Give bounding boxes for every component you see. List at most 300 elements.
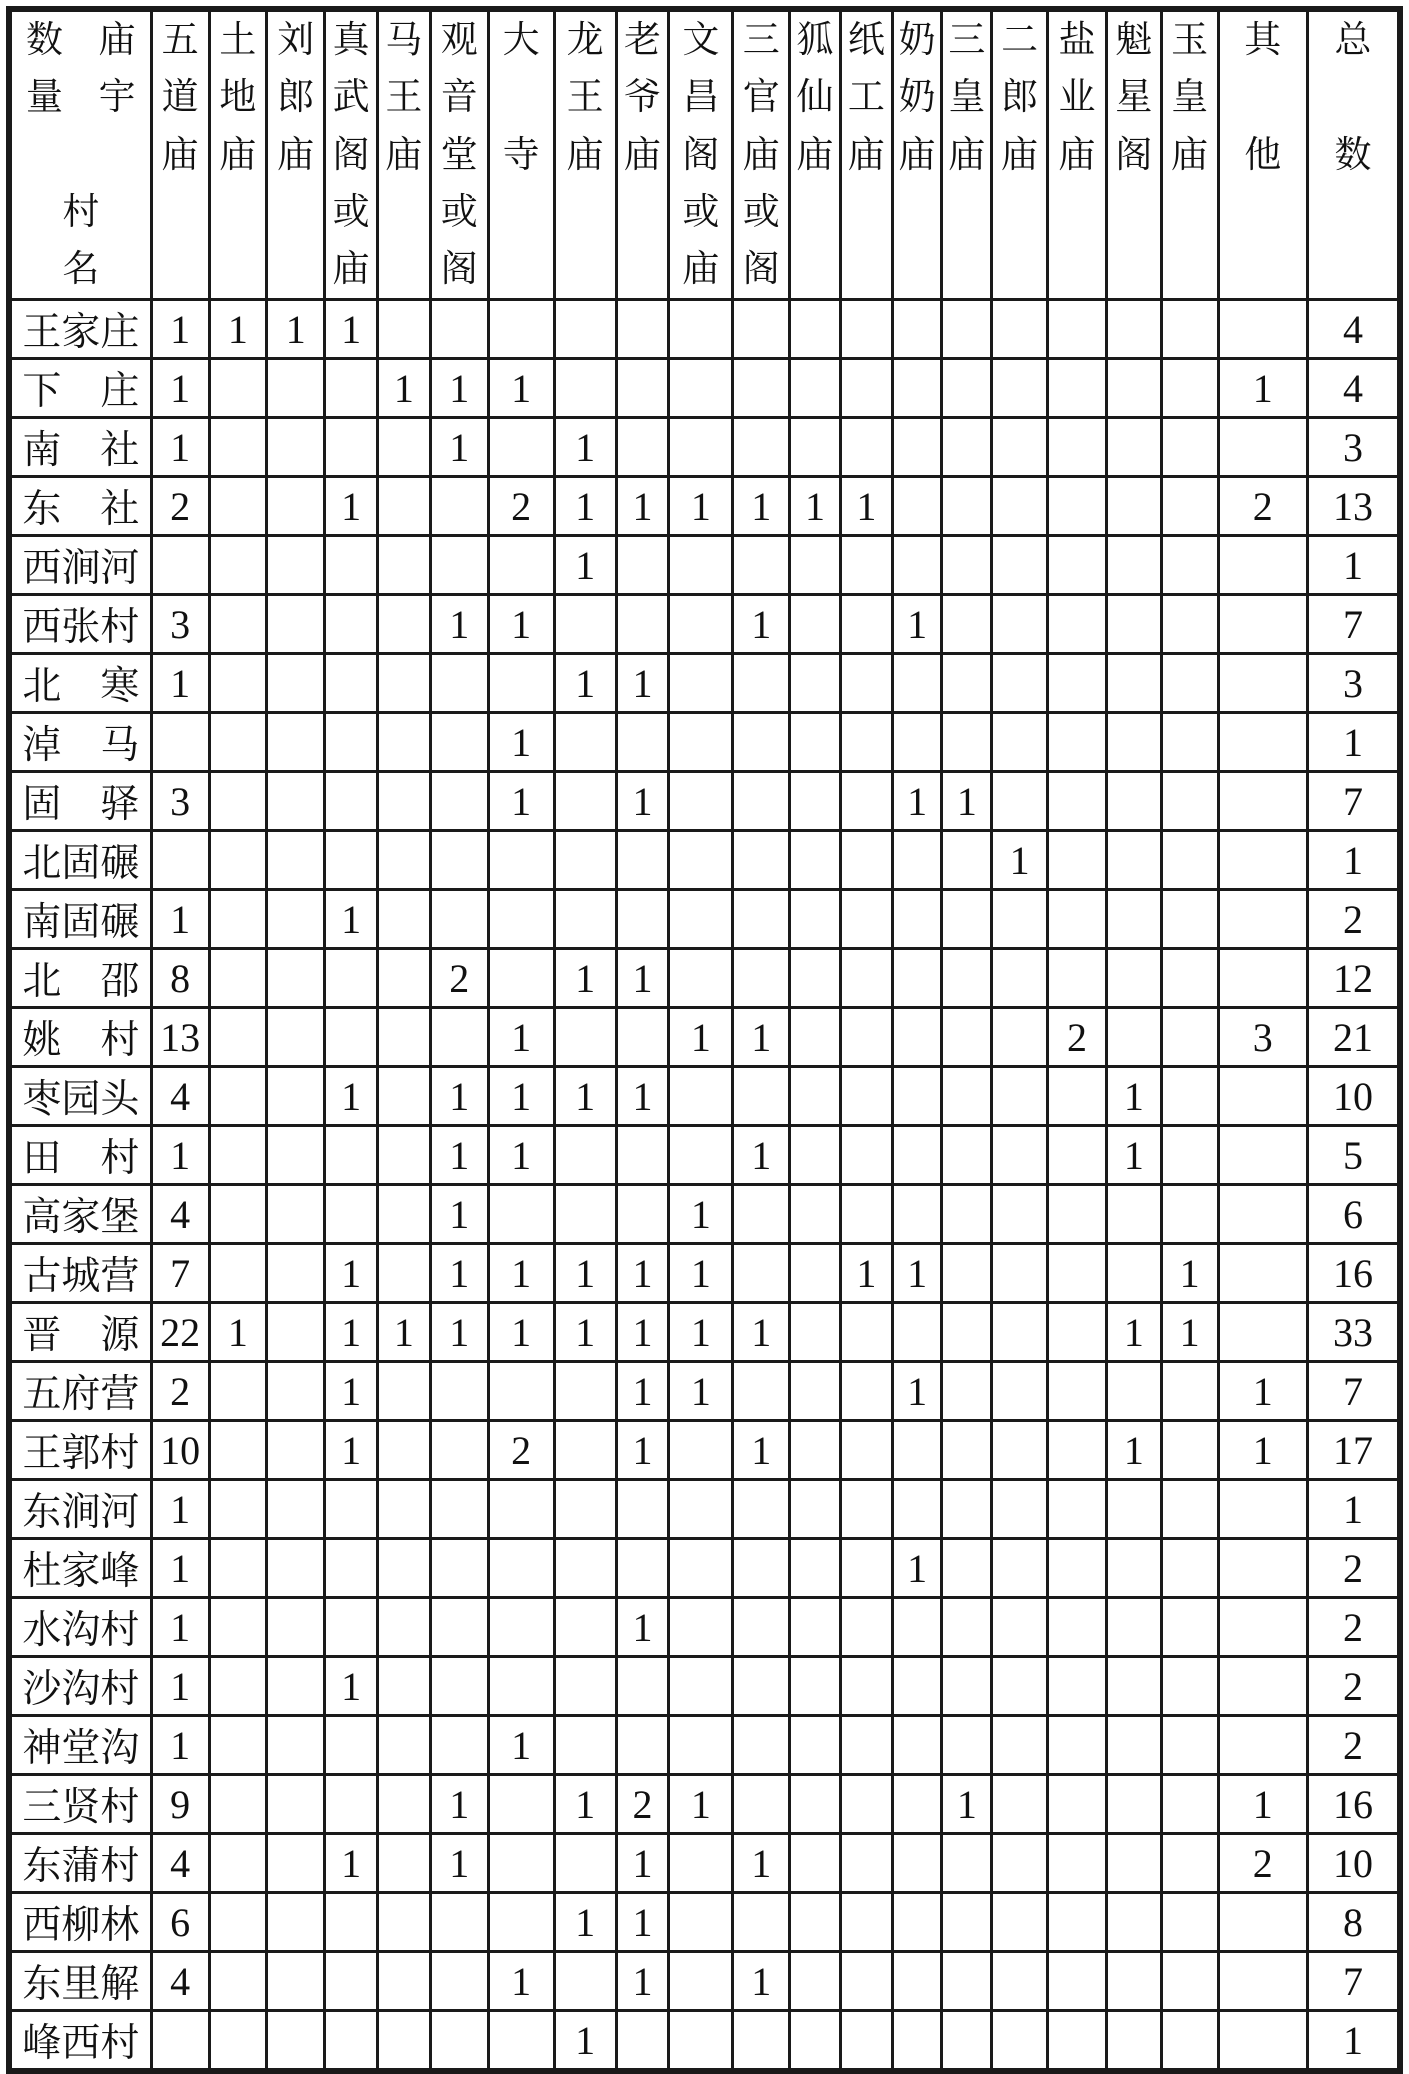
count-cell (840, 1539, 892, 1598)
count-cell (488, 1362, 554, 1421)
count-cell (1106, 300, 1161, 359)
count-cell (733, 1775, 790, 1834)
count-cell (488, 831, 554, 890)
corner-header-slot (12, 12, 150, 69)
total-count-cell: 7 (1307, 1952, 1400, 2011)
count-cell (840, 595, 892, 654)
count-cell (790, 1834, 841, 1893)
header-char: 郎 (1001, 77, 1039, 119)
count-cell: 1 (151, 1598, 209, 1657)
count-cell: 1 (554, 536, 616, 595)
count-cell: 8 (151, 949, 209, 1008)
count-cell (325, 1716, 378, 1775)
count-cell (267, 1126, 325, 1185)
count-cell (1048, 772, 1107, 831)
count-cell (992, 359, 1048, 418)
count-cell (840, 2011, 892, 2072)
count-cell (892, 536, 942, 595)
header-char: 庙 (796, 134, 834, 176)
header-char: 庙 (1171, 134, 1209, 176)
header-char (993, 241, 1046, 298)
count-cell: 1 (488, 595, 554, 654)
count-cell (1106, 1539, 1161, 1598)
header-char (490, 241, 553, 298)
count-cell: 1 (733, 1303, 790, 1362)
village-label: 古城营 (9, 1244, 151, 1303)
count-cell (554, 831, 616, 890)
table-row (9, 418, 1400, 477)
count-cell (430, 713, 488, 772)
count-cell (1161, 418, 1218, 477)
count-cell (1161, 1598, 1218, 1657)
count-cell (267, 418, 325, 477)
count-cell (1106, 831, 1161, 890)
header-char: 阁 (682, 134, 720, 176)
count-cell (488, 536, 554, 595)
header-char (842, 184, 891, 241)
count-cell (992, 1775, 1048, 1834)
count-cell (267, 477, 325, 536)
count-cell (992, 1480, 1048, 1539)
count-cell (378, 713, 431, 772)
column-header-wudao (151, 9, 209, 300)
total-count-cell: 10 (1307, 1834, 1400, 1893)
count-cell: 1 (554, 1244, 616, 1303)
count-cell: 1 (430, 1126, 488, 1185)
total-count-cell: 17 (1307, 1421, 1400, 1480)
count-cell (616, 2011, 669, 2072)
count-cell: 2 (151, 1362, 209, 1421)
header-char: 阁 (1115, 134, 1153, 176)
count-cell (1218, 418, 1307, 477)
count-cell (378, 1539, 431, 1598)
count-cell (992, 949, 1048, 1008)
header-char: 昌 (682, 77, 720, 119)
count-cell (267, 890, 325, 949)
count-cell (430, 831, 488, 890)
count-cell (992, 713, 1048, 772)
header-char: 庙 (566, 134, 604, 176)
count-cell (267, 359, 325, 418)
count-cell: 1 (733, 1126, 790, 1185)
count-cell (790, 418, 841, 477)
total-count-cell: 1 (1307, 1480, 1400, 1539)
count-cell (488, 890, 554, 949)
count-cell (430, 1421, 488, 1480)
count-cell (790, 359, 841, 418)
corner-header-char: 宇 (98, 77, 136, 119)
table-row (9, 1657, 1400, 1716)
count-cell: 4 (151, 1834, 209, 1893)
total-count-cell: 33 (1307, 1303, 1400, 1362)
table-row (9, 1598, 1400, 1657)
count-cell (1106, 418, 1161, 477)
count-cell: 1 (430, 1244, 488, 1303)
count-cell (554, 1834, 616, 1893)
header-char (1108, 184, 1160, 241)
count-cell (554, 1657, 616, 1716)
header-char: 仙 (796, 77, 834, 119)
count-cell: 1 (488, 713, 554, 772)
header-char: 庙 (332, 248, 370, 290)
count-cell (554, 1480, 616, 1539)
count-cell (325, 949, 378, 1008)
count-cell: 1 (616, 1952, 669, 2011)
count-cell (942, 1893, 992, 1952)
header-char: 土 (219, 20, 257, 62)
header-char (379, 241, 429, 298)
total-count-cell: 2 (1307, 890, 1400, 949)
count-cell (942, 1598, 992, 1657)
count-cell (1218, 1126, 1307, 1185)
count-cell (669, 1126, 733, 1185)
count-cell (430, 1657, 488, 1716)
count-cell (378, 1067, 431, 1126)
count-cell (378, 595, 431, 654)
count-cell: 1 (616, 1067, 669, 1126)
header-char: 马 (385, 20, 423, 62)
count-cell (790, 1126, 841, 1185)
count-cell (1161, 1126, 1218, 1185)
column-header-tudi (209, 9, 267, 300)
header-char: 大 (502, 20, 540, 62)
header-char: 阁 (440, 248, 478, 290)
count-cell (992, 1716, 1048, 1775)
count-cell: 13 (151, 1008, 209, 1067)
count-cell (892, 477, 942, 536)
count-cell (669, 1716, 733, 1775)
count-cell (942, 1244, 992, 1303)
count-cell (1161, 1716, 1218, 1775)
count-cell (378, 1480, 431, 1539)
total-count-cell: 8 (1307, 1893, 1400, 1952)
count-cell (267, 949, 325, 1008)
count-cell (840, 1657, 892, 1716)
count-cell (1218, 536, 1307, 595)
count-cell (1048, 654, 1107, 713)
count-cell (840, 1893, 892, 1952)
count-cell (1161, 1893, 1218, 1952)
count-cell (378, 1185, 431, 1244)
count-cell (1048, 536, 1107, 595)
total-count-cell: 4 (1307, 300, 1400, 359)
count-cell: 1 (733, 595, 790, 654)
count-cell (1048, 831, 1107, 890)
corner-header-char: 庙 (98, 20, 136, 62)
count-cell (1218, 1244, 1307, 1303)
count-cell (892, 1421, 942, 1480)
count-cell (992, 890, 1048, 949)
count-cell (669, 418, 733, 477)
header-char (1163, 184, 1217, 241)
count-cell: 1 (554, 949, 616, 1008)
count-cell (209, 1421, 267, 1480)
count-cell (378, 536, 431, 595)
count-cell (892, 654, 942, 713)
count-cell (325, 654, 378, 713)
count-cell (1161, 1952, 1218, 2011)
count-cell: 1 (669, 1008, 733, 1067)
header-char: 星 (1115, 77, 1153, 119)
count-cell (616, 418, 669, 477)
count-cell (840, 359, 892, 418)
count-cell (840, 1480, 892, 1539)
count-cell (209, 536, 267, 595)
count-cell: 1 (378, 1303, 431, 1362)
count-cell (1048, 1126, 1107, 1185)
count-cell (669, 1657, 733, 1716)
count-cell: 1 (892, 772, 942, 831)
count-cell (267, 1539, 325, 1598)
count-cell (209, 1362, 267, 1421)
corner-header-slot (12, 241, 150, 298)
count-cell: 1 (790, 477, 841, 536)
count-cell (942, 1421, 992, 1480)
header-char: 魁 (1115, 20, 1153, 62)
count-cell (378, 1244, 431, 1303)
count-cell (209, 477, 267, 536)
total-count-cell: 2 (1307, 1598, 1400, 1657)
count-cell (1106, 772, 1161, 831)
village-label: 田 村 (9, 1126, 151, 1185)
count-cell (616, 890, 669, 949)
count-cell (151, 536, 209, 595)
table-row (9, 949, 1400, 1008)
count-cell (209, 1952, 267, 2011)
count-cell (267, 1244, 325, 1303)
count-cell (267, 1008, 325, 1067)
count-cell (840, 713, 892, 772)
corner-header-char: 村 (62, 191, 100, 233)
count-cell (1048, 300, 1107, 359)
count-cell: 1 (1106, 1126, 1161, 1185)
count-cell (733, 2011, 790, 2072)
count-cell (733, 1598, 790, 1657)
count-cell (840, 1362, 892, 1421)
count-cell (942, 831, 992, 890)
total-count-cell: 1 (1307, 831, 1400, 890)
count-cell: 4 (151, 1185, 209, 1244)
count-cell (669, 359, 733, 418)
count-cell (616, 831, 669, 890)
count-cell (378, 949, 431, 1008)
count-cell (378, 654, 431, 713)
count-cell: 1 (430, 1067, 488, 1126)
count-cell: 1 (488, 359, 554, 418)
count-cell (616, 536, 669, 595)
header-char: 其 (1244, 20, 1282, 62)
count-cell (267, 2011, 325, 2072)
column-header-dasi (488, 9, 554, 300)
count-cell: 3 (151, 595, 209, 654)
count-cell: 1 (267, 300, 325, 359)
count-cell: 1 (616, 1421, 669, 1480)
header-char (556, 184, 615, 241)
count-cell (1161, 300, 1218, 359)
count-cell (616, 595, 669, 654)
count-cell (942, 1480, 992, 1539)
count-cell (942, 1834, 992, 1893)
count-cell (325, 713, 378, 772)
count-cell (1161, 536, 1218, 595)
header-char (791, 184, 839, 241)
header-char (268, 241, 323, 298)
count-cell: 1 (616, 654, 669, 713)
village-label: 东蒲村 (9, 1834, 151, 1893)
header-char: 庙 (682, 248, 720, 290)
count-cell (790, 772, 841, 831)
count-cell (942, 1126, 992, 1185)
village-label: 神堂沟 (9, 1716, 151, 1775)
count-cell (378, 1952, 431, 2011)
count-cell: 1 (325, 890, 378, 949)
count-cell (840, 1303, 892, 1362)
village-label: 南固碾 (9, 890, 151, 949)
total-count-cell: 16 (1307, 1244, 1400, 1303)
count-cell (1161, 1834, 1218, 1893)
count-cell (992, 1008, 1048, 1067)
count-cell (669, 2011, 733, 2072)
count-cell (733, 1716, 790, 1775)
count-cell (1048, 1716, 1107, 1775)
count-cell (733, 1893, 790, 1952)
count-cell: 1 (892, 1539, 942, 1598)
count-cell (267, 1952, 325, 2011)
header-char (894, 241, 941, 298)
count-cell (616, 1126, 669, 1185)
count-cell (378, 1008, 431, 1067)
count-cell (892, 1598, 942, 1657)
count-cell (1161, 1539, 1218, 1598)
village-label: 高家堡 (9, 1185, 151, 1244)
count-cell (378, 1657, 431, 1716)
count-cell (1161, 654, 1218, 713)
table-row (9, 713, 1400, 772)
count-cell (992, 1303, 1048, 1362)
count-cell (209, 1244, 267, 1303)
count-cell (1048, 2011, 1107, 2072)
count-cell (669, 536, 733, 595)
total-count-cell: 7 (1307, 772, 1400, 831)
header-char: 观 (440, 20, 478, 62)
count-cell: 1 (151, 418, 209, 477)
count-cell: 1 (554, 2011, 616, 2072)
header-char: 官 (742, 77, 780, 119)
count-cell (267, 1303, 325, 1362)
count-cell (488, 949, 554, 1008)
count-cell (733, 890, 790, 949)
count-cell (1106, 1008, 1161, 1067)
count-cell: 1 (151, 1126, 209, 1185)
corner-header-slot (12, 126, 150, 183)
count-cell: 1 (430, 595, 488, 654)
count-cell (378, 1126, 431, 1185)
count-cell (1161, 595, 1218, 654)
count-cell (267, 1421, 325, 1480)
count-cell (1048, 713, 1107, 772)
count-cell (892, 949, 942, 1008)
count-cell (1106, 2011, 1161, 2072)
count-cell (790, 595, 841, 654)
table-row (9, 1126, 1400, 1185)
count-cell: 1 (325, 1303, 378, 1362)
count-cell (325, 2011, 378, 2072)
count-cell (669, 1067, 733, 1126)
count-cell (1048, 1067, 1107, 1126)
count-cell (554, 359, 616, 418)
count-cell (790, 1539, 841, 1598)
count-cell: 1 (669, 1775, 733, 1834)
count-cell (488, 654, 554, 713)
table-row (9, 477, 1400, 536)
count-cell (733, 1480, 790, 1539)
count-cell (267, 1480, 325, 1539)
count-cell (892, 890, 942, 949)
header-char (490, 184, 553, 241)
total-count-cell: 3 (1307, 654, 1400, 713)
table-row (9, 772, 1400, 831)
count-cell (1218, 1303, 1307, 1362)
count-cell (1161, 1657, 1218, 1716)
count-cell (209, 1185, 267, 1244)
count-cell (1048, 1775, 1107, 1834)
count-cell: 1 (616, 1362, 669, 1421)
count-cell (942, 1952, 992, 2011)
corner-header-slot (12, 69, 150, 126)
count-cell (942, 359, 992, 418)
header-char: 庙 (742, 134, 780, 176)
count-cell (209, 1126, 267, 1185)
count-cell: 1 (488, 1716, 554, 1775)
count-cell (1106, 949, 1161, 1008)
count-cell (325, 1952, 378, 2011)
count-cell (942, 1303, 992, 1362)
count-cell (892, 1834, 942, 1893)
column-header-yanye (1048, 9, 1107, 300)
count-cell (488, 2011, 554, 2072)
table-row (9, 595, 1400, 654)
header-char (1309, 69, 1397, 126)
count-cell (840, 1421, 892, 1480)
total-count-cell: 4 (1307, 359, 1400, 418)
corner-header (9, 9, 151, 300)
count-cell: 4 (151, 1067, 209, 1126)
total-count-cell: 2 (1307, 1539, 1400, 1598)
count-cell (488, 1480, 554, 1539)
count-cell (325, 1539, 378, 1598)
count-cell (1218, 831, 1307, 890)
village-label: 晋 源 (9, 1303, 151, 1362)
count-cell (430, 536, 488, 595)
count-cell (1218, 890, 1307, 949)
header-char: 玉 (1171, 20, 1209, 62)
count-cell (554, 595, 616, 654)
count-cell (378, 772, 431, 831)
count-cell: 1 (616, 1303, 669, 1362)
count-cell (209, 1716, 267, 1775)
count-cell (488, 300, 554, 359)
count-cell: 1 (488, 772, 554, 831)
count-cell (554, 1008, 616, 1067)
count-cell (430, 1598, 488, 1657)
count-cell (1106, 1657, 1161, 1716)
count-cell: 1 (151, 654, 209, 713)
header-char: 二 (1001, 20, 1039, 62)
count-cell (1048, 1598, 1107, 1657)
village-label: 枣园头 (9, 1067, 151, 1126)
village-label: 姚 村 (9, 1008, 151, 1067)
header-char: 庙 (847, 134, 885, 176)
